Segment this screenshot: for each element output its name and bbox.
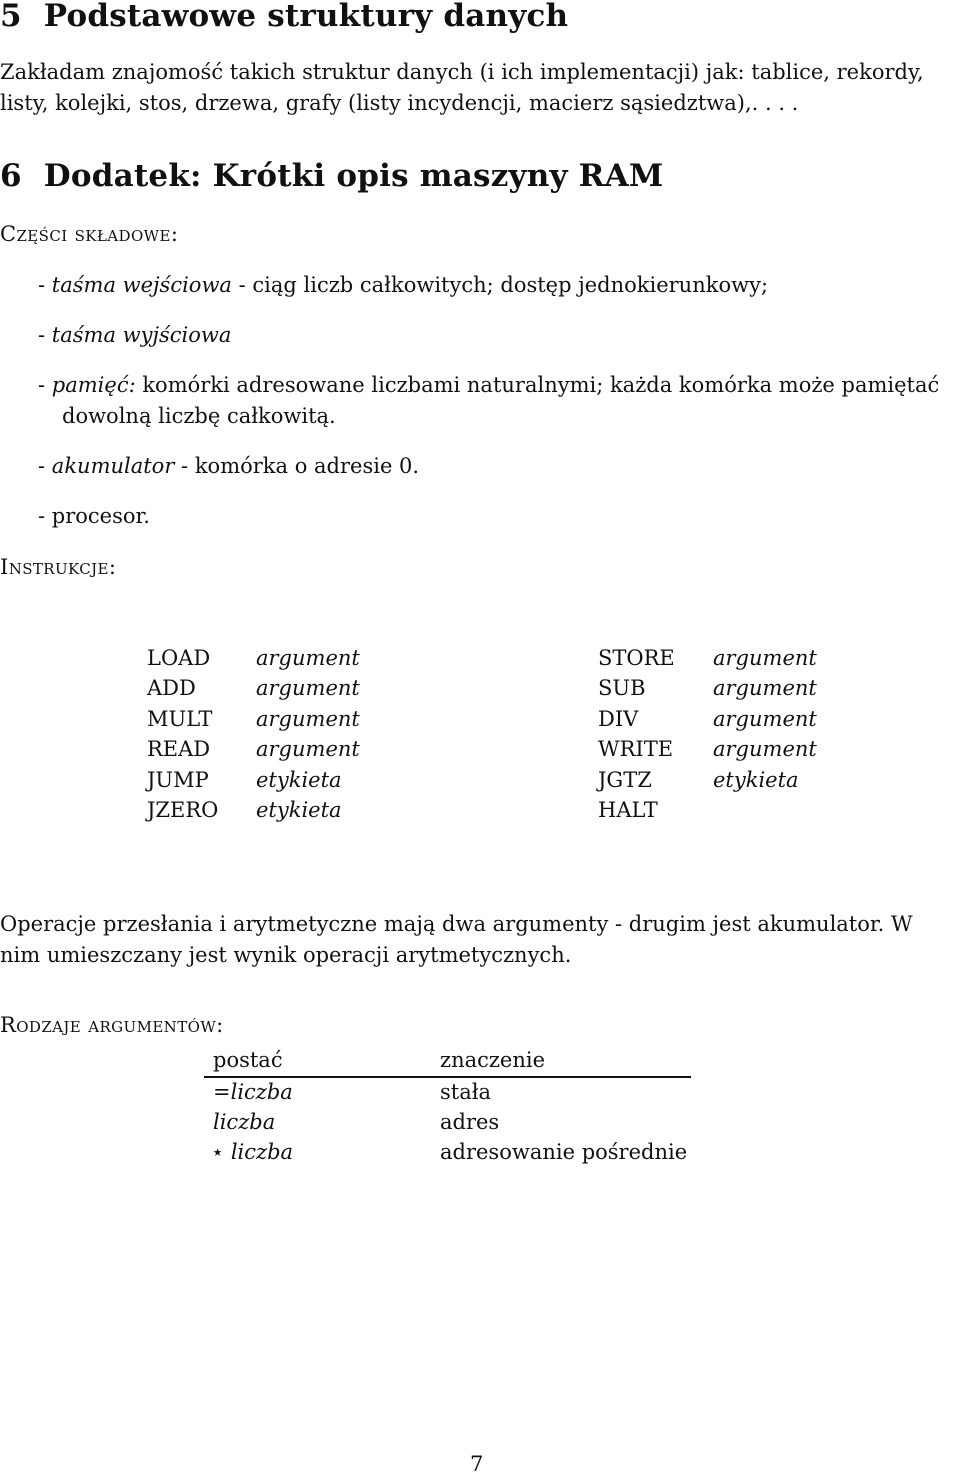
list-item: - taśma wyjściowa <box>38 323 232 347</box>
instruction-arg: argument <box>256 737 360 761</box>
item-desc: - ciąg liczb całkowitych; dostęp jednokierunkowy; <box>231 273 769 297</box>
instruction-arg: argument <box>713 646 817 670</box>
section-6-heading <box>0 158 663 194</box>
form-value: liczba <box>213 1110 276 1134</box>
item-term: akumulator <box>51 454 175 478</box>
paragraph-line: Zakładam znajomość takich struktur danych (i ich implementacji) jak: tablice, rekordy, <box>0 60 924 84</box>
instruction-op: SUB <box>598 676 646 700</box>
table-header-rule <box>204 1076 691 1078</box>
item-desc: procesor. <box>51 504 150 528</box>
table-row <box>213 1110 275 1134</box>
instruction-op: WRITE <box>598 737 674 761</box>
paragraph-line: nim umieszczany jest wynik operacji arytmetycznych. <box>0 943 572 967</box>
meaning-cell: stała <box>440 1080 492 1104</box>
instruction-op: ADD <box>147 676 196 700</box>
item-term: pamięć: <box>51 373 136 397</box>
section-title: Dodatek: Krótki opis maszyny RAM <box>43 158 664 194</box>
instruction-arg: argument <box>256 707 360 731</box>
form-value: liczba <box>230 1080 293 1104</box>
meaning-cell: adres <box>440 1110 500 1134</box>
instructions-heading: Instrukcje: <box>0 555 117 579</box>
table-row <box>211 1140 293 1164</box>
form-value: liczba <box>230 1140 294 1164</box>
instruction-op: STORE <box>598 646 675 670</box>
section-number: 6 <box>0 158 22 194</box>
instruction-arg: argument <box>256 646 360 670</box>
instruction-arg: argument <box>713 707 817 731</box>
section-number: 5 <box>0 0 22 34</box>
section-title: Podstawowe struktury danych <box>43 0 569 34</box>
instruction-arg: argument <box>713 737 817 761</box>
page-number: 7 <box>470 1452 484 1476</box>
list-item-continuation: dowolną liczbę całkowitą. <box>62 404 336 428</box>
instruction-arg: etykieta <box>256 798 342 822</box>
instruction-op: READ <box>147 737 211 761</box>
instruction-arg: argument <box>256 676 360 700</box>
section-5-heading <box>0 0 568 34</box>
table-row <box>213 1080 293 1104</box>
components-heading: Części składowe: <box>0 222 179 246</box>
instruction-op: HALT <box>598 798 658 822</box>
list-item: - pamięć: komórki adresowane liczbami naturalnymi; każda komórka może pamiętać <box>38 373 940 397</box>
instruction-arg: argument <box>713 676 817 700</box>
item-desc: komórki adresowane liczbami naturalnymi; każda komórka może pamiętać <box>135 373 940 397</box>
instruction-op: DIV <box>598 707 639 731</box>
instruction-op: LOAD <box>147 646 211 670</box>
paragraph-line: listy, kolejki, stos, drzewa, grafy (listy incydencji, macierz sąsiedztwa),. . . . <box>0 91 799 115</box>
instruction-op: JUMP <box>147 768 209 792</box>
item-desc: - komórka o adresie 0. <box>174 454 420 478</box>
instruction-arg: etykieta <box>713 768 799 792</box>
instruction-op: JGTZ <box>598 768 652 792</box>
form-prefix: = <box>213 1080 231 1104</box>
list-item: - akumulator - komórka o adresie 0. <box>38 454 420 478</box>
paragraph-line: Operacje przesłania i arytmetyczne mają dwa argumenty - drugim jest akumulator. W <box>0 912 913 936</box>
list-item: - procesor. <box>38 504 150 528</box>
table-header-form: postać <box>213 1048 283 1072</box>
star-icon: ⋆ <box>211 1140 231 1164</box>
instruction-op: MULT <box>147 707 213 731</box>
table-header-meaning: znaczenie <box>440 1048 546 1072</box>
list-item: - taśma wejściowa - ciąg liczb całkowitych; dostęp jednokierunkowy; <box>38 273 769 297</box>
instruction-arg: etykieta <box>256 768 342 792</box>
item-term: taśma wejściowa <box>51 273 232 297</box>
meaning-cell: adresowanie pośrednie <box>440 1140 688 1164</box>
instruction-op: JZERO <box>147 798 219 822</box>
item-term: taśma wyjściowa <box>51 323 232 347</box>
arg-types-heading: Rodzaje argumentów: <box>0 1013 224 1037</box>
